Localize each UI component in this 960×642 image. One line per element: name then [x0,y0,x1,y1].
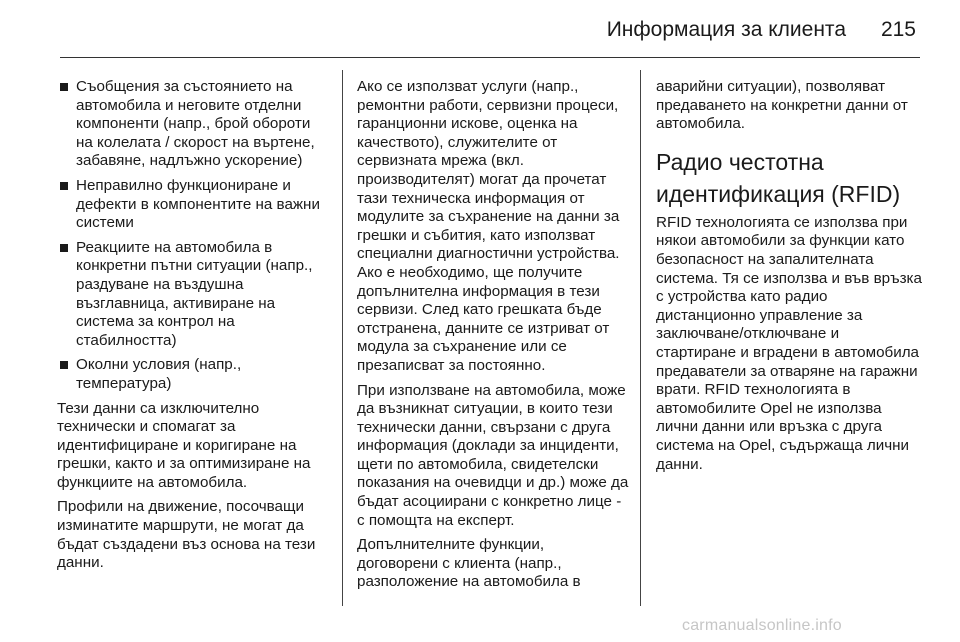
list-item [57,78,329,171]
paragraph: аварийни ситуации), позволяват предаването на конкретни данни от автомобила. [656,78,908,133]
paragraph: Профили на движение, посочващи изминатите маршрути, не могат да бъдат създадени въз основа на тези данни. [57,498,316,572]
column-divider-1 [342,70,343,606]
page-number: 215 [880,18,916,41]
bullet-square-icon [60,182,68,190]
list-item [57,239,329,351]
paragraph: Допълнителните функции, договорени с клиента (напр., разположение на автомобила в [357,536,581,591]
paragraph: Ако се използват услуги (напр., ремонтни работи, сервизни процеси, гаранционни искове, оценка на качеството), служителите от сервизната мрежа (вкл. производителят) могат да прочетат тази техническа информация от модулите за съхранение на данни за грешки и събития, като използват специални диагностични устройства. Ако е необходимо, ще получите допълнителна информация в тези сервизи. След като грешката бъде отстранена, данните се изтриват от модула за съхранение или се презаписват за постоянно. [357,78,620,374]
paragraph: Тези данни са изключително технически и спомагат за идентифициране и коригиране на грешки, както и за оптимизиране на функциите на автомобила. [57,399,311,491]
bullet-square-icon [60,244,68,252]
bullet-square-icon [60,83,68,91]
paragraph: RFID технологията се използва при някои автомобили за функции като безопасност на запалителната система. Тя се използва и във връзка с устройства като радио дистанционно управление за заключване/отключване и стартиране и вградени в автомобила предаватели за отваряне на гаражни врати. RFID технологията в автомобилите Opel не използва лични данни или връзка с друга система на Opel, съдържаща лични данни. [656,213,922,473]
list-item-text: Съобщения за състоянието на автомобила и неговите отделни компоненти (напр., брой обороти на колелата / скорост на въртене, забавяне, надлъжно ускорение) [76,78,315,170]
list-item-text: Неправилно функциониране и дефекти в компонентите на важни системи [76,176,320,232]
header-rule [60,57,920,58]
paragraph: При използване на автомобила, може да възникнат ситуации, в които тези технически данни, свързани с друга информация (доклади за инциденти, щети по автомобила, свидетелски показания на очевидци и др.) може да бъдат асоциирани с конкретно лице - с помощта на експерт. [357,381,629,529]
watermark: carmanualsonline.info [682,617,842,634]
bullet-list [57,78,329,394]
page-title: Информация за клиента [606,18,846,41]
column-divider-2 [640,70,641,606]
list-item [57,177,329,233]
column-1 [57,78,329,579]
list-item [57,356,329,393]
column-3 [656,78,922,480]
bullet-square-icon [60,361,68,369]
page-header [0,0,960,60]
section-heading: Радио честотна идентификация (RFID) [656,148,901,207]
list-item-text: Околни условия (напр., температура) [76,356,242,392]
column-2 [357,78,629,598]
list-item-text: Реакциите на автомобила в конкретни пътни ситуации (напр., раздуване на въздушна възглавница, активиране на система за контрол на стабилността) [76,238,313,349]
